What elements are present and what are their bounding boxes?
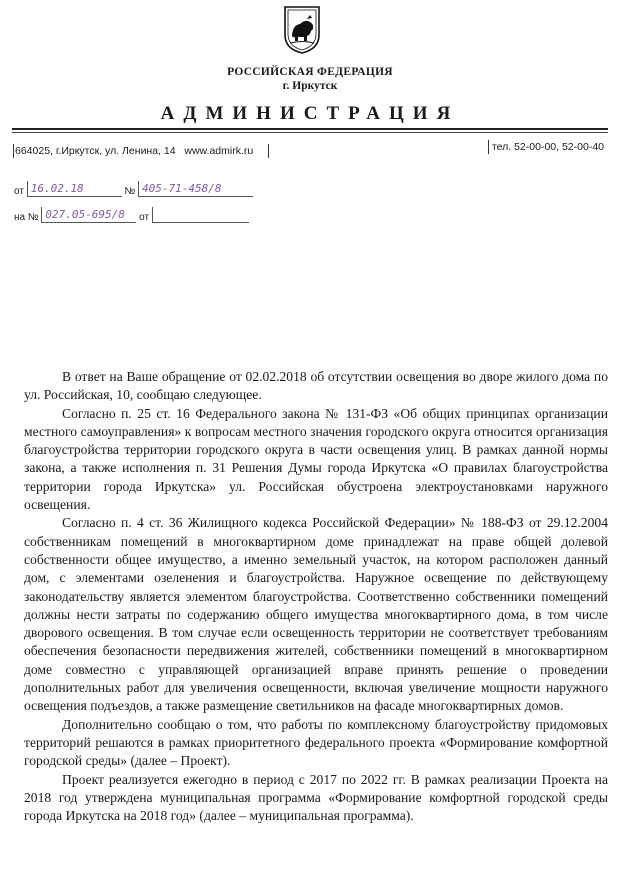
irkutsk-coat-of-arms-icon [283, 5, 321, 55]
country-name: РОССИЙСКАЯ ФЕДЕРАЦИЯ [227, 66, 393, 78]
body-paragraph: Согласно п. 25 ст. 16 Федерального закона № 131-ФЗ «Об общих принципах организации местного самоуправления» к вопросам местного значения городского округа относится организация благоустройства территории городского округа в части освещения улиц. В рамках данной нормы закона, а также исполнения п. 31 Решения Думы города Иркутска «О правилах благоустройства территории города Иркутска» ул. Российская обустроена электроустановками наружного освещения. [24, 405, 608, 513]
number-field: 405-71-458/8 [138, 181, 253, 197]
ref-number-field: 027.05-695/8 [41, 207, 136, 223]
ref-date-label: от [139, 212, 150, 223]
website-link[interactable]: www.admirk.ru [184, 144, 254, 157]
city-name: г. Иркутск [282, 80, 338, 92]
body-paragraph: В ответ на Ваше обращение от 02.02.2018 об отсутствии освещения во дворе жилого дома по ул. Российская, 10, сообщаю следующее. [24, 369, 608, 403]
outgoing-registration [14, 181, 253, 197]
header-divider-thick [12, 128, 608, 130]
body-paragraph: Согласно п. 4 ст. 36 Жилищного кодекса Российской Федерации» № 188-ФЗ от 29.12.2004 собственникам помещений в многоквартирном доме принадлежат на праве общей долевой собственности общее имущество, а именно земельный участок, на котором расположен данный дом, с элементами озеленения и благоустройства. Наружное освещение по действующему законодательству является элементом благоустройства. Соответственно собственники помещений должны нести затраты по содержанию общего имущества многоквартирного дома, в том числе дворового освещения. В том случае если освещенность территории не соответствует требованиям обеспечения безопасности передвижения жителей, собственники помещений в многоквартирном доме совместно с управляющей организацией вправе принять решение о проведении дополнительных работ для увеличения освещенности, включая увеличение мощности наружного освещения подъездов, а также размещение светильников на фасаде многоквартирных домов. [24, 515, 608, 714]
date-field: 16.02.18 [27, 181, 122, 197]
body-paragraph: Дополнительно сообщаю о том, что работы по комплексному благоустройству придомовых территорий решаются в рамках приоритетного федерального проекта «Формирование комфортной городской среды» (далее – Проект). [24, 716, 608, 769]
ref-date-field [152, 207, 249, 223]
incoming-reference [14, 207, 249, 223]
body-paragraph: Проект реализуется ежегодно в период с 2017 по 2022 гг. В рамках реализации Проекта на 2018 год утверждена муниципальная программа «Формирование комфортной городской среды города Иркутска на 2018 год» (далее – муниципальная программа). [24, 771, 608, 824]
phone-line [488, 140, 604, 154]
address-line [13, 144, 270, 158]
letter-body [24, 368, 608, 825]
number-label: № [124, 186, 136, 197]
header-divider-thin [12, 132, 608, 133]
address-bracket [13, 144, 14, 158]
ref-label: на № [14, 212, 39, 223]
date-label: от [14, 186, 24, 197]
address-bracket-end [268, 144, 269, 158]
phone-numbers: тел. 52-00-00, 52-00-40 [491, 140, 604, 153]
phone-bracket [488, 140, 489, 154]
organization-title: АДМИНИСТРАЦИЯ [160, 103, 460, 124]
postal-address: 664025, г.Иркутск, ул. Ленина, 14 [15, 144, 176, 157]
